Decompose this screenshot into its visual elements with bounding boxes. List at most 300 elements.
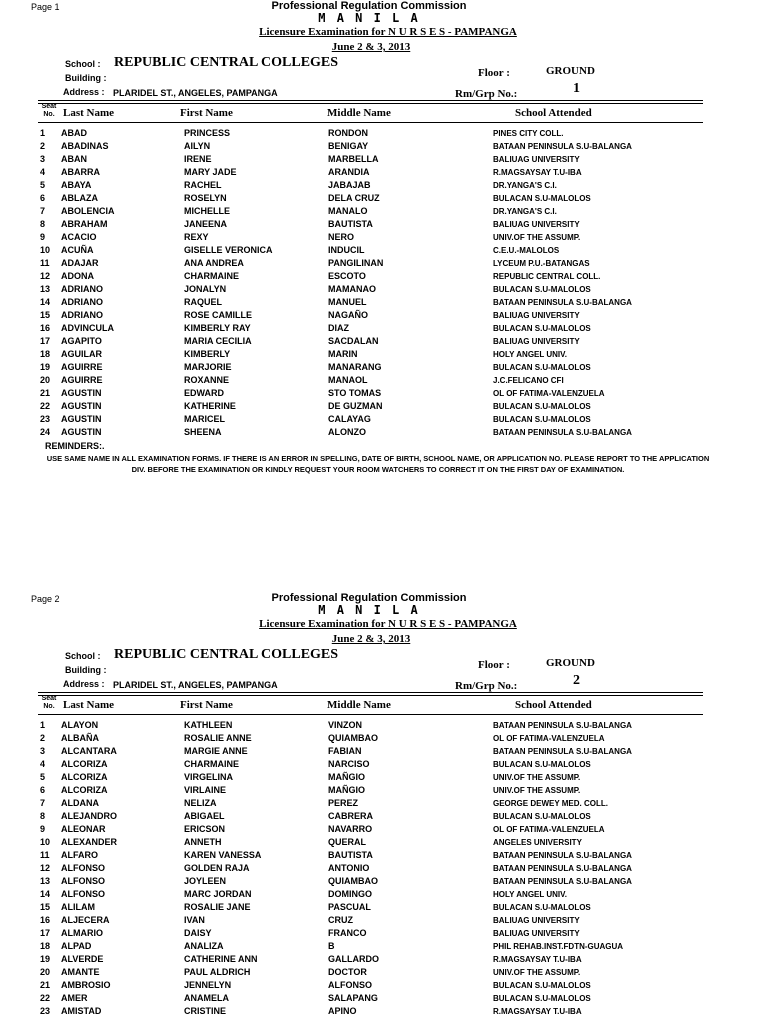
exam-date: June 2 & 3, 2013	[331, 633, 411, 645]
last-name-header: Last Name	[63, 107, 115, 119]
building-label: Building :	[65, 73, 107, 83]
middle-name: QUIAMBAO	[328, 733, 378, 743]
last-name: AGUIRRE	[61, 362, 103, 372]
middle-name: QUERAL	[328, 837, 366, 847]
first-name: ANALIZA	[184, 941, 224, 951]
address-value: PLARIDEL ST., ANGELES, PAMPANGA	[113, 88, 278, 98]
table-row	[0, 335, 768, 348]
last-name: ADRIANO	[61, 284, 103, 294]
last-name: ALCANTARA	[61, 746, 117, 756]
table-row	[0, 179, 768, 192]
table-row	[0, 797, 768, 810]
exam-title: Licensure Examination for N U R S E S - PAMPANGA	[259, 26, 517, 38]
seat-number: 15	[40, 310, 51, 320]
seat-number: 10	[40, 245, 51, 255]
middle-name: BAUTISTA	[328, 219, 373, 229]
seat-number: 12	[40, 271, 51, 281]
middle-name: GALLARDO	[328, 954, 379, 964]
seat-number: 23	[40, 414, 51, 424]
city-title: M A N I L A	[318, 11, 420, 25]
middle-name: ALONZO	[328, 427, 366, 437]
seat-number: 1	[40, 128, 46, 138]
seat-number: 14	[40, 297, 51, 307]
page-2	[0, 592, 768, 1024]
seat-number: 18	[40, 349, 51, 359]
table-row	[0, 426, 768, 439]
middle-name: BENIGAY	[328, 141, 369, 151]
table-row	[0, 732, 768, 745]
school-name: REPUBLIC CENTRAL COLLEGES	[114, 55, 339, 70]
middle-name: ESCOTO	[328, 271, 366, 281]
reminders-title: REMINDERS:.	[45, 441, 105, 451]
school-attended: PHIL REHAB.INST.FDTN-GUAGUA	[493, 942, 624, 951]
middle-name: SALAPANG	[328, 993, 378, 1003]
seat-number: 4	[40, 167, 46, 177]
first-name: VIRGELINA	[184, 772, 234, 782]
school-attended: BALIUAG UNIVERSITY	[493, 916, 580, 925]
seat-number: 20	[40, 375, 51, 385]
table-row	[0, 875, 768, 888]
last-name: AMISTAD	[61, 1006, 102, 1016]
middle-name: APINO	[328, 1006, 357, 1016]
table-row	[0, 784, 768, 797]
seat-number: 6	[40, 785, 46, 795]
room-number: 2	[573, 673, 580, 688]
first-name: JOYLEEN	[184, 876, 227, 886]
building-label: Building :	[65, 665, 107, 675]
last-name: ALFARO	[61, 850, 98, 860]
middle-name: QUIAMBAO	[328, 876, 378, 886]
middle-name: ARANDIA	[328, 167, 370, 177]
middle-name: RONDON	[328, 128, 368, 138]
table-row	[0, 270, 768, 283]
last-name: ALVERDE	[61, 954, 104, 964]
seat-number: 7	[40, 206, 46, 216]
seat-number: 11	[40, 258, 50, 268]
last-name: ACACIO	[61, 232, 97, 242]
last-name: AGUSTIN	[61, 388, 102, 398]
floor-label: Floor :	[478, 659, 510, 671]
first-name: MARY JADE	[184, 167, 237, 177]
first-name: ROXANNE	[184, 375, 230, 385]
table-row	[0, 745, 768, 758]
middle-name: JABAJAB	[328, 180, 371, 190]
seat-number: 24	[40, 427, 51, 437]
divider	[38, 714, 703, 715]
middle-name: FABIAN	[328, 746, 362, 756]
last-name: ABAYA	[61, 180, 92, 190]
divider	[38, 103, 703, 104]
middle-name-header: Middle Name	[327, 107, 391, 119]
school-attended: BALIUAG UNIVERSITY	[493, 220, 580, 229]
last-name: ADONA	[61, 271, 94, 281]
school-attended: LYCEUM P.U.-BATANGAS	[493, 259, 590, 268]
seat-number: 14	[40, 889, 51, 899]
school-label: School :	[65, 651, 101, 661]
school-attended: BULACAN S.U-MALOLOS	[493, 285, 591, 294]
first-name-header: First Name	[180, 107, 233, 119]
seat-number: 2	[40, 733, 46, 743]
school-attended: BATAAN PENINSULA S.U-BALANGA	[493, 142, 632, 151]
table-row	[0, 810, 768, 823]
seat-number: 22	[40, 401, 51, 411]
divider	[38, 692, 703, 693]
first-name: MICHELLE	[184, 206, 230, 216]
seat-number: 8	[40, 219, 46, 229]
school-attended: BATAAN PENINSULA S.U-BALANGA	[493, 864, 632, 873]
seat-number: 10	[40, 837, 51, 847]
middle-name: SACDALAN	[328, 336, 379, 346]
reminders-text: USE SAME NAME IN ALL EXAMINATION FORMS. IF THERE IS AN ERROR IN SPELLING, DATE OF BIRTH, SCHOOL NAME, OR APPLICATION NO. PLEASE REPORT TO THE APPLICATION DIV. BEFORE THE EXAMINATION OR KINDLY REQUEST YOUR ROOM WATCHERS TO CORRECT IT ON THE FIRST DAY OF EXAMINATION.	[46, 454, 710, 474]
table-row	[0, 387, 768, 400]
last-name-header: Last Name	[63, 699, 115, 711]
seat-number: 9	[40, 824, 46, 834]
first-name: ROSELYN	[184, 193, 227, 203]
middle-name: DE GUZMAN	[328, 401, 383, 411]
seat-number: 13	[40, 876, 51, 886]
middle-name: MARBELLA	[328, 154, 379, 164]
seat-number: 3	[40, 154, 46, 164]
first-name: MARGIE ANNE	[184, 746, 248, 756]
last-name: ALDANA	[61, 798, 99, 808]
school-header: School Attended	[515, 699, 592, 711]
last-name: AGUSTIN	[61, 414, 102, 424]
first-name: RAQUEL	[184, 297, 222, 307]
school-attended: R.MAGSAYSAY T.U-IBA	[493, 955, 582, 964]
middle-name: MAMANAO	[328, 284, 376, 294]
school-attended: UNIV.OF THE ASSUMP.	[493, 786, 581, 795]
floor-value: GROUND	[546, 65, 595, 77]
divider	[38, 122, 703, 123]
school-attended: PINES CITY COLL.	[493, 129, 564, 138]
middle-name: MANAOL	[328, 375, 368, 385]
last-name: ALCORIZA	[61, 785, 108, 795]
first-name: RACHEL	[184, 180, 222, 190]
middle-name: MAÑGIO	[328, 772, 365, 782]
school-attended: BULACAN S.U-MALOLOS	[493, 760, 591, 769]
first-name: VIRLAINE	[184, 785, 227, 795]
last-name: ALJECERA	[61, 915, 110, 925]
seat-number: 16	[40, 915, 51, 925]
school-attended: BATAAN PENINSULA S.U-BALANGA	[493, 721, 632, 730]
middle-name-header: Middle Name	[327, 699, 391, 711]
school-attended: BALIUAG UNIVERSITY	[493, 311, 580, 320]
first-name: IRENE	[184, 154, 212, 164]
last-name: ALFONSO	[61, 876, 105, 886]
last-name: ABADINAS	[61, 141, 109, 151]
last-name: AMER	[61, 993, 88, 1003]
school-name: REPUBLIC CENTRAL COLLEGES	[114, 647, 339, 662]
last-name: AGUSTIN	[61, 427, 102, 437]
seat-number: 15	[40, 902, 51, 912]
school-attended: R.MAGSAYSAY T.U-IBA	[493, 168, 582, 177]
table-row	[0, 140, 768, 153]
last-name: ALPAD	[61, 941, 92, 951]
table-row	[0, 244, 768, 257]
last-name: ALILAM	[61, 902, 95, 912]
first-name: ANA ANDREA	[184, 258, 244, 268]
school-attended: BALIUAG UNIVERSITY	[493, 337, 580, 346]
page-number: Page 2	[31, 594, 60, 604]
first-name: CATHERINE ANN	[184, 954, 258, 964]
last-name: ALAYON	[61, 720, 99, 730]
middle-name: MAÑGIO	[328, 785, 365, 795]
table-row	[0, 257, 768, 270]
first-name: GOLDEN RAJA	[184, 863, 250, 873]
table-row	[0, 927, 768, 940]
school-attended: BATAAN PENINSULA S.U-BALANGA	[493, 877, 632, 886]
seat-number: 22	[40, 993, 51, 1003]
seat-number: 23	[40, 1006, 51, 1016]
address-label: Address :	[63, 87, 105, 97]
middle-name: CABRERA	[328, 811, 373, 821]
middle-name: ANTONIO	[328, 863, 370, 873]
middle-name: CALAYAG	[328, 414, 371, 424]
first-name: KATHLEEN	[184, 720, 233, 730]
seat-number: 7	[40, 798, 46, 808]
middle-name: FRANCO	[328, 928, 367, 938]
school-attended: UNIV.OF THE ASSUMP.	[493, 233, 581, 242]
school-attended: UNIV.OF THE ASSUMP.	[493, 773, 581, 782]
first-name: KAREN VANESSA	[184, 850, 262, 860]
first-name: EDWARD	[184, 388, 224, 398]
middle-name: STO TOMAS	[328, 388, 382, 398]
school-attended: C.E.U.-MALOLOS	[493, 246, 560, 255]
table-row	[0, 771, 768, 784]
address-value: PLARIDEL ST., ANGELES, PAMPANGA	[113, 680, 278, 690]
first-name: PAUL ALDRICH	[184, 967, 251, 977]
seat-number: 19	[40, 954, 51, 964]
table-row	[0, 992, 768, 1005]
first-name: CHARMAINE	[184, 271, 239, 281]
exam-title: Licensure Examination for N U R S E S - PAMPANGA	[259, 618, 517, 630]
school-attended: BATAAN PENINSULA S.U-BALANGA	[493, 298, 632, 307]
commission-title: Professional Regulation Commission	[271, 592, 467, 604]
school-attended: BULACAN S.U-MALOLOS	[493, 324, 591, 333]
table-row	[0, 400, 768, 413]
table-row	[0, 127, 768, 140]
school-attended: OL OF FATIMA-VALENZUELA	[493, 389, 605, 398]
floor-value: GROUND	[546, 657, 595, 669]
school-attended: HOLY ANGEL UNIV.	[493, 890, 567, 899]
table-row	[0, 192, 768, 205]
table-row	[0, 361, 768, 374]
first-name: CRISTINE	[184, 1006, 227, 1016]
middle-name: NAVARRO	[328, 824, 373, 834]
table-row	[0, 166, 768, 179]
first-name: PRINCESS	[184, 128, 231, 138]
first-name: KATHERINE	[184, 401, 236, 411]
seat-number: 17	[40, 336, 51, 346]
page-number: Page 1	[31, 2, 60, 12]
seat-number: 12	[40, 863, 51, 873]
seat-number: 20	[40, 967, 51, 977]
school-attended: J.C.FELICANO CFI	[493, 376, 564, 385]
table-row	[0, 719, 768, 732]
table-row	[0, 205, 768, 218]
school-attended: BULACAN S.U-MALOLOS	[493, 812, 591, 821]
first-name: JENNELYN	[184, 980, 232, 990]
last-name: AGAPITO	[61, 336, 102, 346]
last-name: ALEONAR	[61, 824, 106, 834]
middle-name: BAUTISTA	[328, 850, 373, 860]
table-row	[0, 413, 768, 426]
middle-name: PASCUAL	[328, 902, 371, 912]
middle-name: B	[328, 941, 335, 951]
school-attended: DR.YANGA'S C.I.	[493, 207, 557, 216]
middle-name: DOCTOR	[328, 967, 367, 977]
school-attended: BATAAN PENINSULA S.U-BALANGA	[493, 851, 632, 860]
last-name: AGUILAR	[61, 349, 102, 359]
school-header: School Attended	[515, 107, 592, 119]
school-attended: OL OF FATIMA-VALENZUELA	[493, 825, 605, 834]
first-name: JANEENA	[184, 219, 228, 229]
first-name: GISELLE VERONICA	[184, 245, 273, 255]
seat-column-header: Seat No.	[41, 103, 57, 118]
table-row	[0, 218, 768, 231]
last-name: ALFONSO	[61, 863, 105, 873]
seat-number: 16	[40, 323, 51, 333]
floor-label: Floor :	[478, 67, 510, 79]
school-label: School :	[65, 59, 101, 69]
last-name: ADRIANO	[61, 310, 103, 320]
table-row	[0, 231, 768, 244]
middle-name: MANARANG	[328, 362, 382, 372]
seat-number: 21	[40, 980, 51, 990]
last-name: ADRIANO	[61, 297, 103, 307]
divider	[38, 100, 703, 101]
last-name: ALCORIZA	[61, 759, 108, 769]
table-row	[0, 914, 768, 927]
middle-name: MANALO	[328, 206, 368, 216]
table-row	[0, 836, 768, 849]
first-name: AILYN	[184, 141, 211, 151]
last-name: ABAN	[61, 154, 87, 164]
middle-name: DOMINGO	[328, 889, 372, 899]
table-row	[0, 348, 768, 361]
seat-number: 11	[40, 850, 50, 860]
last-name: AGUIRRE	[61, 375, 103, 385]
school-attended: BULACAN S.U-MALOLOS	[493, 402, 591, 411]
table-row	[0, 283, 768, 296]
first-name: ABIGAEL	[184, 811, 225, 821]
school-attended: BULACAN S.U-MALOLOS	[493, 415, 591, 424]
first-name: JONALYN	[184, 284, 227, 294]
examinee-list	[0, 127, 768, 439]
table-row	[0, 888, 768, 901]
seat-number: 18	[40, 941, 51, 951]
middle-name: VINZON	[328, 720, 363, 730]
school-attended: BULACAN S.U-MALOLOS	[493, 194, 591, 203]
table-row	[0, 966, 768, 979]
table-row	[0, 758, 768, 771]
last-name: ABAD	[61, 128, 87, 138]
school-attended: BULACAN S.U-MALOLOS	[493, 994, 591, 1003]
first-name: KIMBERLY	[184, 349, 231, 359]
seat-number: 2	[40, 141, 46, 151]
school-attended: R.MAGSAYSAY T.U-IBA	[493, 1007, 582, 1016]
seat-number: 3	[40, 746, 46, 756]
last-name: AMBROSIO	[61, 980, 111, 990]
table-row	[0, 296, 768, 309]
last-name: ALFONSO	[61, 889, 105, 899]
school-attended: GEORGE DEWEY MED. COLL.	[493, 799, 608, 808]
middle-name: NERO	[328, 232, 355, 242]
last-name: ABOLENCIA	[61, 206, 115, 216]
seat-number: 4	[40, 759, 46, 769]
school-attended: BATAAN PENINSULA S.U-BALANGA	[493, 747, 632, 756]
first-name: MARJORIE	[184, 362, 232, 372]
school-attended: BATAAN PENINSULA S.U-BALANGA	[493, 428, 632, 437]
table-row	[0, 953, 768, 966]
last-name: ALEXANDER	[61, 837, 118, 847]
divider	[38, 695, 703, 696]
seat-number: 17	[40, 928, 51, 938]
table-row	[0, 940, 768, 953]
school-attended: BULACAN S.U-MALOLOS	[493, 903, 591, 912]
first-name: ANNETH	[184, 837, 222, 847]
last-name: ALEJANDRO	[61, 811, 118, 821]
last-name: ALCORIZA	[61, 772, 108, 782]
last-name: ALMARIO	[61, 928, 103, 938]
table-row	[0, 322, 768, 335]
last-name: ACUÑA	[61, 245, 94, 255]
table-row	[0, 979, 768, 992]
middle-name: MANUEL	[328, 297, 367, 307]
school-attended: DR.YANGA'S C.I.	[493, 181, 557, 190]
middle-name: PEREZ	[328, 798, 359, 808]
first-name: KIMBERLY RAY	[184, 323, 251, 333]
exam-date: June 2 & 3, 2013	[331, 41, 411, 53]
first-name: ROSALIE ANNE	[184, 733, 252, 743]
room-number: 1	[573, 81, 580, 96]
table-row	[0, 849, 768, 862]
table-row	[0, 374, 768, 387]
examinee-list	[0, 719, 768, 1018]
school-attended: HOLY ANGEL UNIV.	[493, 350, 567, 359]
middle-name: INDUCIL	[328, 245, 365, 255]
first-name: CHARMAINE	[184, 759, 239, 769]
school-attended: BALIUAG UNIVERSITY	[493, 929, 580, 938]
seat-number: 5	[40, 772, 46, 782]
school-attended: BALIUAG UNIVERSITY	[493, 155, 580, 164]
first-name: REXY	[184, 232, 209, 242]
last-name: ABRAHAM	[61, 219, 108, 229]
school-attended: BULACAN S.U-MALOLOS	[493, 363, 591, 372]
last-name: AGUSTIN	[61, 401, 102, 411]
last-name: AMANTE	[61, 967, 100, 977]
seat-number: 19	[40, 362, 51, 372]
seat-number: 5	[40, 180, 46, 190]
address-label: Address :	[63, 679, 105, 689]
last-name: ADVINCULA	[61, 323, 114, 333]
first-name-header: First Name	[180, 699, 233, 711]
first-name: DAISY	[184, 928, 212, 938]
first-name: MARIA CECILIA	[184, 336, 252, 346]
table-row	[0, 862, 768, 875]
middle-name: ALFONSO	[328, 980, 372, 990]
last-name: ABLAZA	[61, 193, 98, 203]
middle-name: PANGILINAN	[328, 258, 384, 268]
middle-name: NARCISO	[328, 759, 370, 769]
seat-number: 6	[40, 193, 46, 203]
first-name: MARICEL	[184, 414, 225, 424]
room-label: Rm/Grp No.:	[455, 680, 518, 692]
first-name: NELIZA	[184, 798, 217, 808]
last-name: ALBAÑA	[61, 733, 99, 743]
table-row	[0, 1005, 768, 1018]
first-name: ANAMELA	[184, 993, 229, 1003]
